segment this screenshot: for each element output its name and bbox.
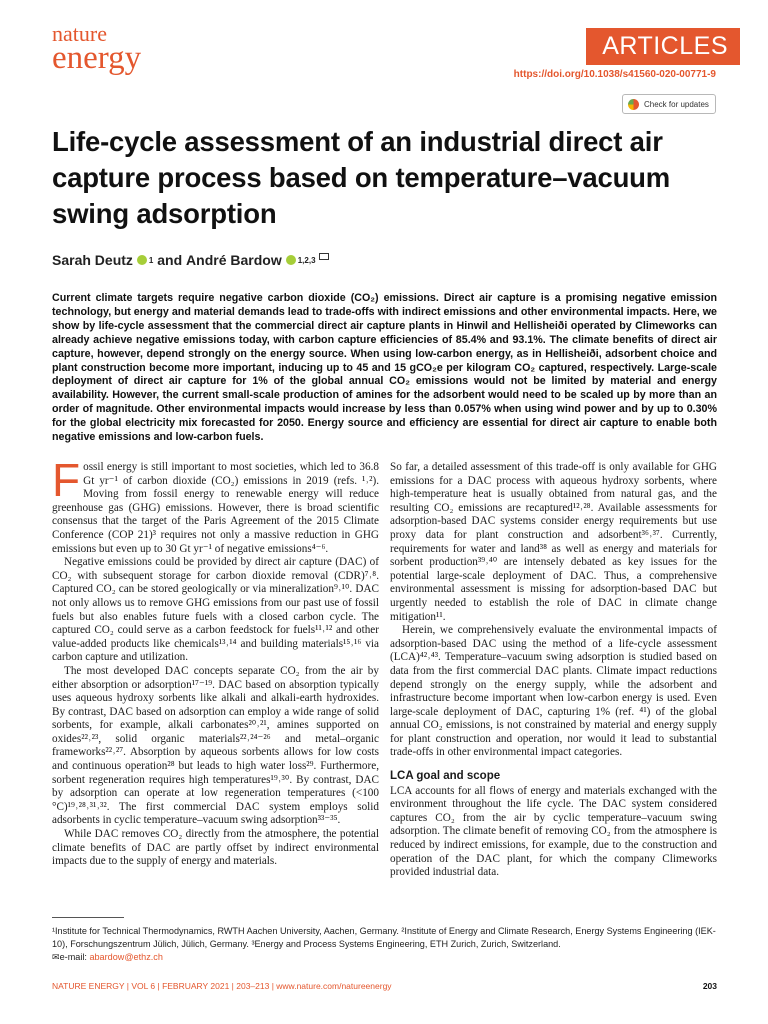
orcid-icon[interactable] [137, 255, 147, 265]
page-footer [52, 981, 717, 991]
body-paragraph: While DAC removes CO₂ directly from the atmosphere, the potential climate benefits of DAC are partly offset by indirect environmental impacts due to the supply of energy and materials. [52, 828, 379, 868]
check-updates-label: Check for updates [644, 99, 709, 109]
section-tag: ARTICLES [586, 28, 740, 65]
body-paragraph: So far, a detailed assessment of this trade-off is only available for GHG emissions for a DAC process with aqueous hydroxy sorbents, where high-temperature heat is usually obtained from natural gas, and the resulting CO₂ emissions are recaptured¹²˒²⁸. Available assessments for adsorption-based DAC systems consider energy requirements but use proxy data for plant construction and adsorbent³⁶˒³⁷. Currently, requirements for water and land³⁸ as well as energy and materials for sorbent production³⁹˒⁴⁰ are intensely debated as key issues for the potential large-scale deployment of DAC. Thus, a comprehensive environmental assessment is missing for adsorption-based DAC but urgently needed to establish the role of DAC in climate change mitigation¹¹. [390, 461, 717, 623]
email-icon[interactable] [319, 253, 329, 260]
body-paragraph: Herein, we comprehensively evaluate the environmental impacts of adsorption-based DAC using the method of a life-cycle assessment (LCA)⁴²˒⁴³. Temperature–vacuum swing adsorption is studied based on data from the first commercial DAC plants. Climate impact reductions depend strongly on the energy supply, while the adsorbent and infrastructure become important when low-carbon energy is used. Even large-scale deployment of DAC, capturing 1% (ref. ⁴¹) of the global annual CO₂ emissions, is not constrained by material and energy supply for plant construction and operation, nor would it lead to substantial trade-offs in other environmental impact categories. [390, 624, 717, 759]
body-paragraph: The most developed DAC concepts separate CO₂ from the air by either absorption or adsorption¹⁷⁻¹⁹. DAC based on absorption typically uses aqueous hydroxy sorbents like alkali and alkali-earth hydroxides. By contrast, DAC based on adsorption can employ a wide range of solid sorbents, for example, alkali carbonates²⁰˒²¹, amines supported on oxides²²˒²³, solid organic materials²²˒²⁴⁻²⁶ and metal–organic frameworks²²˒²⁷. Absorption by aqueous sorbents allows for low costs and continuous operation²⁸ but leads to high water loss²⁹. Furthermore, sorbent regeneration requires high temperatures¹⁹˒³⁰. By contrast, DAC by adsorption can operate at low regeneration temperatures (<100 °C)¹⁹˒²⁸˒³¹˒³². The first commercial DAC system employs solid adsorbents in cyclic temperature–vacuum swing adsorption³³⁻³⁵. [52, 664, 379, 827]
check-updates-icon [628, 99, 639, 110]
abstract: Current climate targets require negative carbon dioxide (CO₂) emissions. Direct air capture is a promising negative emission technology, but energy and material demands lead to trade-offs with indirect emissions and other environmental impacts. Here, we show by life-cycle assessment that the commercial direct air capture plants in Hinwil and Hellisheiði operated by Climeworks can already achieve negative emissions today, with carbon capture efficiencies of 85.4% and 93.1%. The climate benefits of direct air capture, however, depend strongly on the energy source. When using low-carbon energy, as in Hellisheiði, adsorbent choice and plant construction become more important, inducing up to 45 and 15 gCO₂e per kilogram CO₂ captured, respectively. Large-scale deployment of direct air capture for 1% of the global annual CO₂ emissions would not be limited by material and energy availability. However, the current small-scale production of amines for the adsorbent would need to be scaled up by more than an order of magnitude. Other environmental impacts would increase by less than 0.057% when using wind power and by up to 0.30% for the global electricity mix forecasted for 2050. Energy source and efficiency are essential for direct air capture to enable both negative emissions and low-carbon fuels. [52, 292, 717, 444]
logo-line-nature: nature [52, 21, 107, 46]
journal-logo[interactable] [52, 21, 142, 76]
author-join: and [153, 252, 187, 268]
page-number: 203 [702, 981, 717, 991]
section-heading: LCA goal and scope [390, 770, 501, 783]
body-paragraph: LCA accounts for all flows of energy and materials exchanged with the environment throughout the life cycle. The DAC system considered captures CO₂ from the air by cyclic temperature–vacuum swing adsorption. The climate benefit of removing CO₂ from the atmosphere is reduced by indirect emissions, for example, due to the construction and operation of the DAC plant, for which the company Climeworks provided industrial data. [390, 784, 717, 879]
author-name[interactable]: André Bardow [186, 252, 282, 268]
article-title: Life-cycle assessment of an industrial direct air capture process based on temperature–vacuum swing adsorption [52, 126, 671, 229]
check-for-updates-button[interactable] [622, 94, 716, 114]
email-link[interactable]: abardow@ethz.ch [89, 952, 163, 962]
doi-link[interactable]: https://doi.org/10.1038/s41560-020-00771-9 [513, 69, 716, 80]
body-column-left [52, 454, 379, 869]
logo-line-energy: energy [52, 39, 142, 76]
affiliation-text: ¹Institute for Technical Thermodynamics, RWTH Aachen University, Aachen, Germany. ²Institute of Energy and Climate Research, Energy Systems Engineering (IEK-10), Forschungszentrum Jülich, Jülich, Germany. ³Energy and Process Systems Engineering, ETH Zurich, Zurich, Switzerland. [52, 926, 716, 949]
affiliations [52, 925, 717, 964]
envelope-icon: ✉ [52, 952, 60, 962]
author-affiliation-sup: 1 [148, 255, 154, 265]
email-label: e-mail: [59, 952, 90, 962]
author-list [52, 252, 329, 268]
author-name[interactable]: Sarah Deutz [52, 252, 133, 268]
body-column-right [390, 461, 717, 880]
orcid-icon[interactable] [286, 255, 296, 265]
author-affiliation-sup: 1,2,3 [297, 255, 316, 265]
body-paragraph: Fossil energy is still important to most societies, which led to 36.8 Gt yr⁻¹ of carbon dioxide (CO₂) emissions in 2019 (refs. ¹˒²). Moving from fossil energy to renewable energy will reduce greenhouse gas (GHG) emissions. However, there is broad scientific consensus that the target of the Paris Agreement of the 2015 Climate Conference (COP 21)³ requires not only a massive reduction in GHG emissions but even up to 30 Gt yr⁻¹ of negative emissions⁴⁻⁶. [52, 454, 379, 555]
drop-cap: F [52, 454, 81, 506]
journal-info: NATURE ENERGY | VOL 6 | FEBRUARY 2021 | 203–213 | www.nature.com/natureenergy [52, 981, 392, 991]
footnote-divider [52, 917, 124, 918]
body-paragraph: Negative emissions could be provided by direct air capture (DAC) of CO₂ with subsequent storage for carbon dioxide removal (CDR)⁷˒⁸. Captured CO₂ can be stored geologically or via mineralization⁹˒¹⁰. DAC not only allows us to remove GHG emissions from our past use of fossil fuels but also enables future fuels with a closed carbon cycle. The captured CO₂ could serve as a carbon feedstock for fuels¹¹˒¹² and other value-added products like chemicals¹³˒¹⁴ and building materials¹⁵˒¹⁶ via carbon capture and utilization. [52, 556, 379, 664]
